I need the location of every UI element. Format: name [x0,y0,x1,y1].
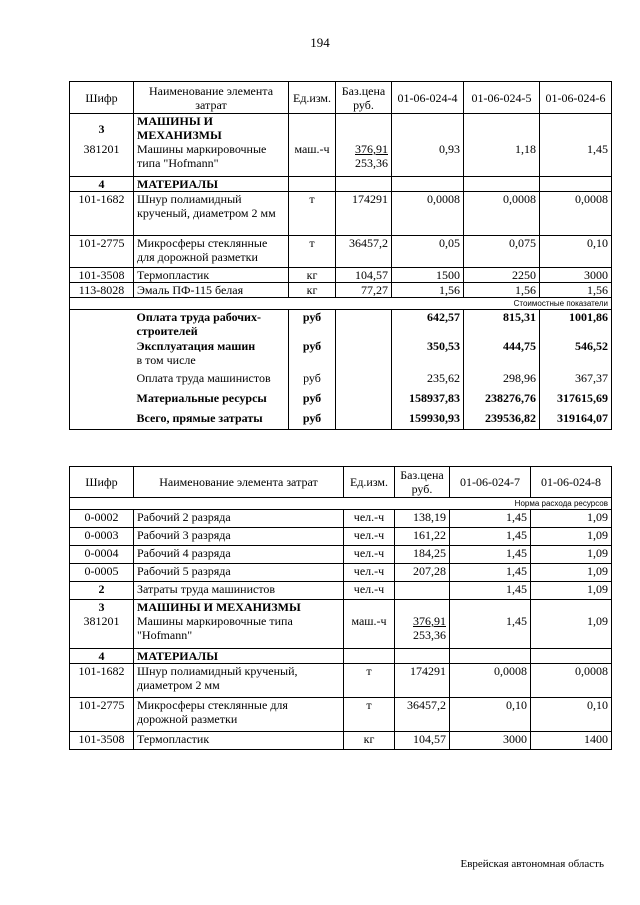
section-code: 3 [70,600,134,615]
resource-table-2 [69,466,612,750]
row-value-3: 0,10 [540,235,612,267]
row-value-1: 0,05 [392,235,464,267]
row-name: Микросферы стеклянные для дорожной разметки [134,235,289,267]
table-row [70,510,612,528]
row-value-3: 3000 [540,267,612,282]
row-name: Термопластик [134,731,344,749]
row-unit: чел.-ч [344,510,395,528]
row-name: Эмаль ПФ-115 белая [134,282,289,297]
row-price: 376,91 253,36 [336,142,392,176]
summary-value-2: 444,75 [464,339,540,371]
table-row [70,282,612,297]
table-row [70,697,612,731]
section-row [70,648,612,663]
row-code: 101-3508 [70,267,134,282]
caption-row [70,498,612,510]
section-title: МАТЕРИАЛЫ [134,648,344,663]
section-row [70,176,612,191]
row-value-2: 1,09 [531,614,612,648]
summary-value-1: 159930,93 [392,411,464,429]
row-price: 184,25 [395,546,450,564]
table-row [70,582,612,600]
row-value-1: 1,45 [450,564,531,582]
summary-name: Материальные ресурсы [134,391,289,411]
row-name: Рабочий 5 разряда [134,564,344,582]
row-value-1: 1,45 [450,614,531,648]
summary-name: Всего, прямые затраты [134,411,289,429]
row-value-1: 1,45 [450,582,531,600]
row-code: 101-2775 [70,235,134,267]
summary-value-2: 298,96 [464,371,540,391]
cost-caption: Стоимостные показатели [70,297,612,309]
summary-value-3: 1001,86 [540,309,612,339]
row-name: Микросферы стеклянные для дорожной разметки [134,697,344,731]
summary-value-2: 238276,76 [464,391,540,411]
row-price: 207,28 [395,564,450,582]
header-price: Баз.цена руб. [336,82,392,114]
row-name: Рабочий 4 разряда [134,546,344,564]
summary-row [70,371,612,391]
summary-row [70,339,612,371]
row-price: 36457,2 [395,697,450,731]
summary-name: Оплата труда рабочих-строителей [134,309,289,339]
header-col-2: 01-06-024-5 [464,82,540,114]
header-code: Шифр [70,82,134,114]
row-code: 0-0004 [70,546,134,564]
summary-name: Эксплуатация машин в том числе [134,339,289,371]
summary-value-3: 367,37 [540,371,612,391]
row-value-3: 1,45 [540,142,612,176]
section-code: 4 [70,176,134,191]
row-name: Машины маркировочные типа "Hofmann" [134,142,289,176]
row-code: 0-0002 [70,510,134,528]
table-row [70,191,612,235]
row-unit: чел.-ч [344,564,395,582]
row-unit: маш.-ч [344,614,395,648]
row-value-1: 3000 [450,731,531,749]
table-row [70,142,612,176]
row-name: Машины маркировочные типа "Hofmann" [134,614,344,648]
row-value-2: 1,09 [531,528,612,546]
row-value-2: 1400 [531,731,612,749]
row-unit: маш.-ч [289,142,336,176]
row-unit: т [289,191,336,235]
summary-name: Оплата труда машинистов [134,371,289,391]
row-value-1: 1,45 [450,510,531,528]
section-code: 3 [70,114,134,143]
table-header-row [70,82,612,114]
row-unit: кг [344,731,395,749]
summary-value-2: 815,31 [464,309,540,339]
row-value-1: 1,45 [450,528,531,546]
summary-value-3: 319164,07 [540,411,612,429]
row-price: 161,22 [395,528,450,546]
row-price: 174291 [336,191,392,235]
table-row [70,663,612,697]
row-unit: кг [289,267,336,282]
row-unit: т [344,663,395,697]
section-row [70,600,612,615]
row-code: 101-2775 [70,697,134,731]
summary-value-1: 350,53 [392,339,464,371]
summary-unit: руб [289,309,336,339]
summary-value-1: 158937,83 [392,391,464,411]
summary-row [70,309,612,339]
row-price: 138,19 [395,510,450,528]
page-number: 194 [310,35,330,50]
summary-row [70,391,612,411]
section-code: 4 [70,648,134,663]
summary-unit: руб [289,411,336,429]
row-value-2: 1,09 [531,582,612,600]
row-name: Шнур полиамидный крученый, диаметром 2 мм [134,663,344,697]
row-code: 381201 [70,614,134,648]
summary-value-3: 317615,69 [540,391,612,411]
row-value-3: 1,56 [540,282,612,297]
row-unit: чел.-ч [344,582,395,600]
header-code: Шифр [70,467,134,498]
header-col-3: 01-06-024-6 [540,82,612,114]
row-value-3: 0,0008 [540,191,612,235]
summary-unit: руб [289,371,336,391]
row-name: Шнур полиамидный крученый, диаметром 2 мм [134,191,289,235]
row-price: 376,91 253,36 [395,614,450,648]
row-unit: т [289,235,336,267]
row-value-1: 0,0008 [450,663,531,697]
row-price: 104,57 [336,267,392,282]
row-code: 101-1682 [70,191,134,235]
table-row [70,528,612,546]
row-code: 381201 [70,142,134,176]
row-value-2: 1,09 [531,510,612,528]
row-code: 101-3508 [70,731,134,749]
section-title: МАТЕРИАЛЫ [134,176,289,191]
norm-caption: Норма расхода ресурсов [70,498,612,510]
row-name: Рабочий 2 разряда [134,510,344,528]
row-value-1: 1,45 [450,546,531,564]
footer-region: Еврейская автономная область [460,858,604,870]
row-value-2: 2250 [464,267,540,282]
summary-value-1: 642,57 [392,309,464,339]
table-row [70,267,612,282]
resource-table-1 [69,81,612,430]
row-price: 104,57 [395,731,450,749]
summary-unit: руб [289,391,336,411]
section-row [70,114,612,143]
row-unit: кг [289,282,336,297]
header-col-2: 01-06-024-8 [531,467,612,498]
caption-row [70,297,612,309]
summary-value-3: 546,52 [540,339,612,371]
summary-value-1: 235,62 [392,371,464,391]
summary-value-2: 239536,82 [464,411,540,429]
header-price: Баз.цена руб. [395,467,450,498]
row-value-1: 0,0008 [392,191,464,235]
row-name: Затраты труда машинистов [134,582,344,600]
row-price: 174291 [395,663,450,697]
row-value-2: 1,56 [464,282,540,297]
header-col-1: 01-06-024-7 [450,467,531,498]
summary-unit: руб [289,339,336,371]
header-unit: Ед.изм. [344,467,395,498]
row-value-2: 1,18 [464,142,540,176]
row-code: 113-8028 [70,282,134,297]
row-unit: чел.-ч [344,546,395,564]
summary-row [70,411,612,429]
row-value-2: 0,0008 [464,191,540,235]
row-value-2: 0,075 [464,235,540,267]
header-unit: Ед.изм. [289,82,336,114]
row-unit: чел.-ч [344,528,395,546]
row-name: Рабочий 3 разряда [134,528,344,546]
row-value-2: 1,09 [531,564,612,582]
header-col-1: 01-06-024-4 [392,82,464,114]
header-name: Наименование элемента затрат [134,467,344,498]
row-value-2: 1,09 [531,546,612,564]
table-row [70,546,612,564]
table-row [70,614,612,648]
row-code: 101-1682 [70,663,134,697]
row-price: 36457,2 [336,235,392,267]
table-row [70,731,612,749]
header-name: Наименование элемента затрат [134,82,289,114]
row-name: Термопластик [134,267,289,282]
table-header-row [70,467,612,498]
row-value-1: 0,10 [450,697,531,731]
row-code: 0-0005 [70,564,134,582]
section-title: МАШИНЫ И МЕХАНИЗМЫ [134,114,289,143]
row-value-2: 0,10 [531,697,612,731]
row-unit: т [344,697,395,731]
row-value-2: 0,0008 [531,663,612,697]
table-row [70,235,612,267]
row-code: 0-0003 [70,528,134,546]
row-value-1: 0,93 [392,142,464,176]
row-value-1: 1,56 [392,282,464,297]
row-price: 77,27 [336,282,392,297]
section-title: МАШИНЫ И МЕХАНИЗМЫ [134,600,344,615]
row-value-1: 1500 [392,267,464,282]
row-code: 2 [70,582,134,600]
table-row [70,564,612,582]
